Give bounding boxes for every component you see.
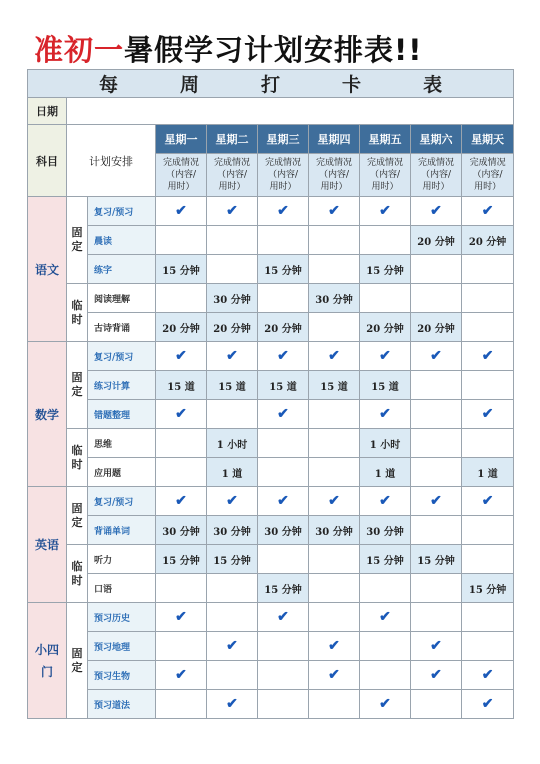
check-mark-cell[interactable]: ✔: [258, 197, 309, 226]
completion-cell[interactable]: [207, 255, 258, 284]
completion-cell[interactable]: 15 道: [207, 371, 258, 400]
task-row: [28, 545, 514, 574]
task-name: 阅读理解: [88, 284, 156, 313]
task-row: [28, 255, 514, 284]
task-name: 预习道法: [88, 690, 156, 719]
completion-cell[interactable]: [411, 603, 462, 632]
task-name: 练习计算: [88, 371, 156, 400]
day-header: 星期六: [411, 125, 462, 154]
check-mark-cell[interactable]: ✔: [462, 342, 514, 371]
check-mark-cell[interactable]: ✔: [462, 661, 514, 690]
completion-cell[interactable]: 1 道: [360, 458, 411, 487]
completion-cell[interactable]: [462, 429, 514, 458]
completion-cell[interactable]: [156, 226, 207, 255]
completion-cell[interactable]: [462, 313, 514, 342]
task-row: [28, 661, 514, 690]
task-row: [28, 487, 514, 516]
completion-cell[interactable]: [156, 632, 207, 661]
subject-header: 科目: [28, 125, 67, 197]
task-type: 固定: [67, 487, 88, 545]
task-type: 临时: [67, 284, 88, 342]
completion-cell[interactable]: [360, 574, 411, 603]
check-mark-cell[interactable]: ✔: [462, 487, 514, 516]
completion-header: [207, 154, 258, 197]
day-header: 星期四: [309, 125, 360, 154]
task-row: [28, 429, 514, 458]
completion-header-line: （内容/: [472, 170, 503, 180]
check-mark-cell[interactable]: ✔: [411, 661, 462, 690]
completion-cell[interactable]: 30 分钟: [156, 516, 207, 545]
completion-cell[interactable]: [462, 255, 514, 284]
completion-cell[interactable]: [309, 690, 360, 719]
check-mark-cell[interactable]: ✔: [360, 487, 411, 516]
completion-cell[interactable]: [156, 574, 207, 603]
task-type: 临时: [67, 429, 88, 487]
completion-header: [360, 154, 411, 197]
task-row: [28, 632, 514, 661]
completion-header-line: （内容/: [369, 170, 401, 180]
completion-cell[interactable]: 1 道: [207, 458, 258, 487]
task-name: 晨读: [88, 226, 156, 255]
completion-cell[interactable]: [411, 284, 462, 313]
completion-cell[interactable]: [411, 516, 462, 545]
task-row: [28, 371, 514, 400]
completion-cell[interactable]: 15 道: [309, 371, 360, 400]
completion-cell[interactable]: [360, 226, 411, 255]
completion-header-line: 完成情况: [366, 158, 403, 168]
day-header: 星期五: [360, 125, 411, 154]
completion-cell[interactable]: [462, 371, 514, 400]
completion-cell[interactable]: [207, 400, 258, 429]
task-name: 练字: [88, 255, 156, 284]
completion-cell[interactable]: [309, 574, 360, 603]
completion-header: [156, 154, 207, 197]
completion-header-line: 完成情况: [417, 158, 454, 168]
completion-cell[interactable]: [258, 690, 309, 719]
completion-cell[interactable]: 30 分钟: [360, 516, 411, 545]
completion-header-line: （内容/: [420, 170, 452, 180]
check-mark-cell[interactable]: ✔: [360, 400, 411, 429]
weekly-title-char: 卡: [342, 74, 362, 96]
completion-header: [258, 154, 309, 197]
completion-cell[interactable]: [462, 284, 514, 313]
completion-cell[interactable]: 15 道: [156, 371, 207, 400]
completion-cell[interactable]: 20 分钟: [462, 226, 514, 255]
completion-header-line: 用时）: [269, 182, 297, 192]
date-label: 日期: [28, 98, 67, 125]
day-header: 星期二: [207, 125, 258, 154]
completion-cell[interactable]: [411, 400, 462, 429]
weekly-title-char: 打: [261, 74, 281, 96]
completion-cell[interactable]: [411, 371, 462, 400]
completion-cell[interactable]: [309, 313, 360, 342]
task-name: 错题整理: [88, 400, 156, 429]
task-name: 听力: [88, 545, 156, 574]
check-mark-cell[interactable]: ✔: [207, 690, 258, 719]
task-name: 复习/预习: [88, 342, 156, 371]
completion-cell[interactable]: 15 分钟: [258, 255, 309, 284]
check-mark-cell[interactable]: ✔: [207, 197, 258, 226]
completion-cell[interactable]: [309, 603, 360, 632]
completion-header-line: 完成情况: [162, 158, 199, 168]
task-name: 预习历史: [88, 603, 156, 632]
completion-cell[interactable]: [309, 400, 360, 429]
completion-cell[interactable]: 30 分钟: [309, 516, 360, 545]
check-mark-cell[interactable]: ✔: [207, 632, 258, 661]
completion-cell[interactable]: [258, 284, 309, 313]
completion-header: [462, 154, 514, 197]
completion-cell[interactable]: [411, 458, 462, 487]
completion-cell[interactable]: [411, 429, 462, 458]
completion-cell[interactable]: [309, 429, 360, 458]
task-row: [28, 690, 514, 719]
completion-cell[interactable]: [258, 661, 309, 690]
completion-header-line: （内容/: [216, 170, 248, 180]
completion-cell[interactable]: [462, 632, 514, 661]
completion-header: [411, 154, 462, 197]
subject-name: 英语: [28, 487, 67, 603]
check-mark-cell[interactable]: ✔: [258, 487, 309, 516]
subject-name: 数学: [28, 342, 67, 487]
completion-cell[interactable]: [309, 545, 360, 574]
task-name: 复习/预习: [88, 487, 156, 516]
completion-header-line: （内容/: [267, 170, 299, 180]
check-mark-cell[interactable]: ✔: [156, 487, 207, 516]
task-row: [28, 516, 514, 545]
check-mark-cell[interactable]: ✔: [258, 400, 309, 429]
check-mark-cell[interactable]: ✔: [309, 342, 360, 371]
completion-cell[interactable]: [207, 661, 258, 690]
task-row: [28, 226, 514, 255]
check-mark-cell[interactable]: ✔: [360, 197, 411, 226]
completion-cell[interactable]: [207, 226, 258, 255]
completion-cell[interactable]: 20 分钟: [411, 226, 462, 255]
check-mark-cell[interactable]: ✔: [156, 661, 207, 690]
weekly-title: [28, 70, 514, 98]
completion-cell[interactable]: [360, 284, 411, 313]
completion-cell[interactable]: 15 分钟: [360, 255, 411, 284]
subject-name: 小四门: [28, 603, 67, 719]
task-type: 固定: [67, 342, 88, 429]
completion-cell[interactable]: [462, 545, 514, 574]
check-mark-cell[interactable]: ✔: [309, 487, 360, 516]
completion-header-line: 完成情况: [264, 158, 301, 168]
title-main: 暑假学习计划安排表!!: [124, 33, 423, 67]
weekly-title-char: 周: [180, 74, 200, 96]
check-mark-cell[interactable]: ✔: [207, 487, 258, 516]
check-mark-cell[interactable]: ✔: [156, 342, 207, 371]
completion-header-line: （内容/: [165, 170, 197, 180]
title-grade: 准初一: [34, 33, 125, 67]
completion-cell[interactable]: 30 分钟: [207, 284, 258, 313]
completion-header: [309, 154, 360, 197]
check-mark-cell[interactable]: ✔: [411, 487, 462, 516]
task-type: 固定: [67, 197, 88, 284]
check-mark-cell[interactable]: ✔: [309, 661, 360, 690]
completion-cell[interactable]: [156, 690, 207, 719]
completion-cell[interactable]: [207, 574, 258, 603]
task-row: [28, 197, 514, 226]
check-mark-cell[interactable]: ✔: [411, 342, 462, 371]
check-mark-cell[interactable]: ✔: [258, 342, 309, 371]
completion-cell[interactable]: 15 道: [258, 371, 309, 400]
completion-header-line: 完成情况: [213, 158, 250, 168]
completion-cell[interactable]: [258, 632, 309, 661]
completion-cell[interactable]: 1 道: [462, 458, 514, 487]
weekly-title-char: 表: [423, 74, 443, 96]
task-type: 临时: [67, 545, 88, 603]
completion-cell[interactable]: 30 分钟: [258, 516, 309, 545]
completion-cell[interactable]: 15 分钟: [156, 255, 207, 284]
check-mark-cell[interactable]: ✔: [462, 197, 514, 226]
date-field[interactable]: [67, 98, 514, 125]
completion-cell[interactable]: 15 分钟: [207, 545, 258, 574]
completion-cell[interactable]: [258, 545, 309, 574]
completion-cell[interactable]: [156, 284, 207, 313]
task-name: 古诗背诵: [88, 313, 156, 342]
completion-cell[interactable]: [411, 255, 462, 284]
completion-cell[interactable]: [156, 429, 207, 458]
completion-cell[interactable]: 20 分钟: [258, 313, 309, 342]
check-mark-cell[interactable]: ✔: [360, 690, 411, 719]
completion-cell[interactable]: 30 分钟: [207, 516, 258, 545]
check-mark-cell[interactable]: ✔: [309, 197, 360, 226]
completion-cell[interactable]: [411, 690, 462, 719]
schedule-table: [27, 69, 514, 719]
check-mark-cell[interactable]: ✔: [360, 603, 411, 632]
weekly-title-char: 每: [99, 74, 119, 96]
task-row: [28, 603, 514, 632]
completion-cell[interactable]: 20 分钟: [360, 313, 411, 342]
completion-cell[interactable]: 15 分钟: [258, 574, 309, 603]
task-name: 复习/预习: [88, 197, 156, 226]
check-mark-cell[interactable]: ✔: [309, 632, 360, 661]
check-mark-cell[interactable]: ✔: [462, 690, 514, 719]
subject-name: 语文: [28, 197, 67, 342]
task-row: [28, 342, 514, 371]
completion-cell[interactable]: [360, 632, 411, 661]
check-mark-cell[interactable]: ✔: [156, 197, 207, 226]
task-name: 应用题: [88, 458, 156, 487]
task-name: 思维: [88, 429, 156, 458]
completion-header-line: 用时）: [167, 182, 195, 192]
completion-cell[interactable]: [360, 661, 411, 690]
completion-cell[interactable]: 20 分钟: [207, 313, 258, 342]
completion-header-line: 用时）: [218, 182, 246, 192]
completion-cell[interactable]: [462, 603, 514, 632]
completion-cell[interactable]: 1 小时: [360, 429, 411, 458]
check-mark-cell[interactable]: ✔: [156, 603, 207, 632]
day-header: 星期三: [258, 125, 309, 154]
completion-cell[interactable]: [309, 255, 360, 284]
task-row: [28, 458, 514, 487]
task-row: [28, 400, 514, 429]
completion-cell[interactable]: [309, 458, 360, 487]
completion-header-line: 完成情况: [315, 158, 352, 168]
completion-cell[interactable]: [258, 429, 309, 458]
completion-header-line: 用时）: [371, 182, 399, 192]
completion-cell[interactable]: [207, 603, 258, 632]
plan-header: 计划安排: [67, 125, 156, 197]
check-mark-cell[interactable]: ✔: [360, 342, 411, 371]
check-mark-cell[interactable]: ✔: [411, 197, 462, 226]
completion-header-line: 用时）: [474, 182, 502, 192]
check-mark-cell[interactable]: ✔: [258, 603, 309, 632]
task-row: [28, 574, 514, 603]
completion-cell[interactable]: 15 分钟: [156, 545, 207, 574]
check-mark-cell[interactable]: ✔: [156, 400, 207, 429]
completion-cell[interactable]: [411, 574, 462, 603]
completion-cell[interactable]: 15 分钟: [411, 545, 462, 574]
day-header: 星期一: [156, 125, 207, 154]
completion-cell[interactable]: [462, 516, 514, 545]
completion-cell[interactable]: 30 分钟: [309, 284, 360, 313]
completion-cell[interactable]: [309, 226, 360, 255]
completion-cell[interactable]: 15 道: [360, 371, 411, 400]
completion-header-line: 完成情况: [469, 158, 506, 168]
task-row: [28, 313, 514, 342]
check-mark-cell[interactable]: ✔: [207, 342, 258, 371]
task-name: 背诵单词: [88, 516, 156, 545]
completion-header-line: 用时）: [320, 182, 348, 192]
task-name: 预习地理: [88, 632, 156, 661]
completion-cell[interactable]: 20 分钟: [156, 313, 207, 342]
task-name: 预习生物: [88, 661, 156, 690]
completion-cell[interactable]: [156, 458, 207, 487]
completion-cell[interactable]: 20 分钟: [411, 313, 462, 342]
check-mark-cell[interactable]: ✔: [411, 632, 462, 661]
day-header: 星期天: [462, 125, 514, 154]
completion-header-line: 用时）: [422, 182, 450, 192]
task-name: 口语: [88, 574, 156, 603]
task-row: [28, 284, 514, 313]
completion-header-line: （内容/: [318, 170, 350, 180]
completion-cell[interactable]: 15 分钟: [462, 574, 514, 603]
completion-cell[interactable]: [258, 458, 309, 487]
completion-cell[interactable]: [258, 226, 309, 255]
page-title: [34, 28, 514, 68]
task-type: 固定: [67, 603, 88, 719]
completion-cell[interactable]: 15 分钟: [360, 545, 411, 574]
check-mark-cell[interactable]: ✔: [462, 400, 514, 429]
completion-cell[interactable]: 1 小时: [207, 429, 258, 458]
